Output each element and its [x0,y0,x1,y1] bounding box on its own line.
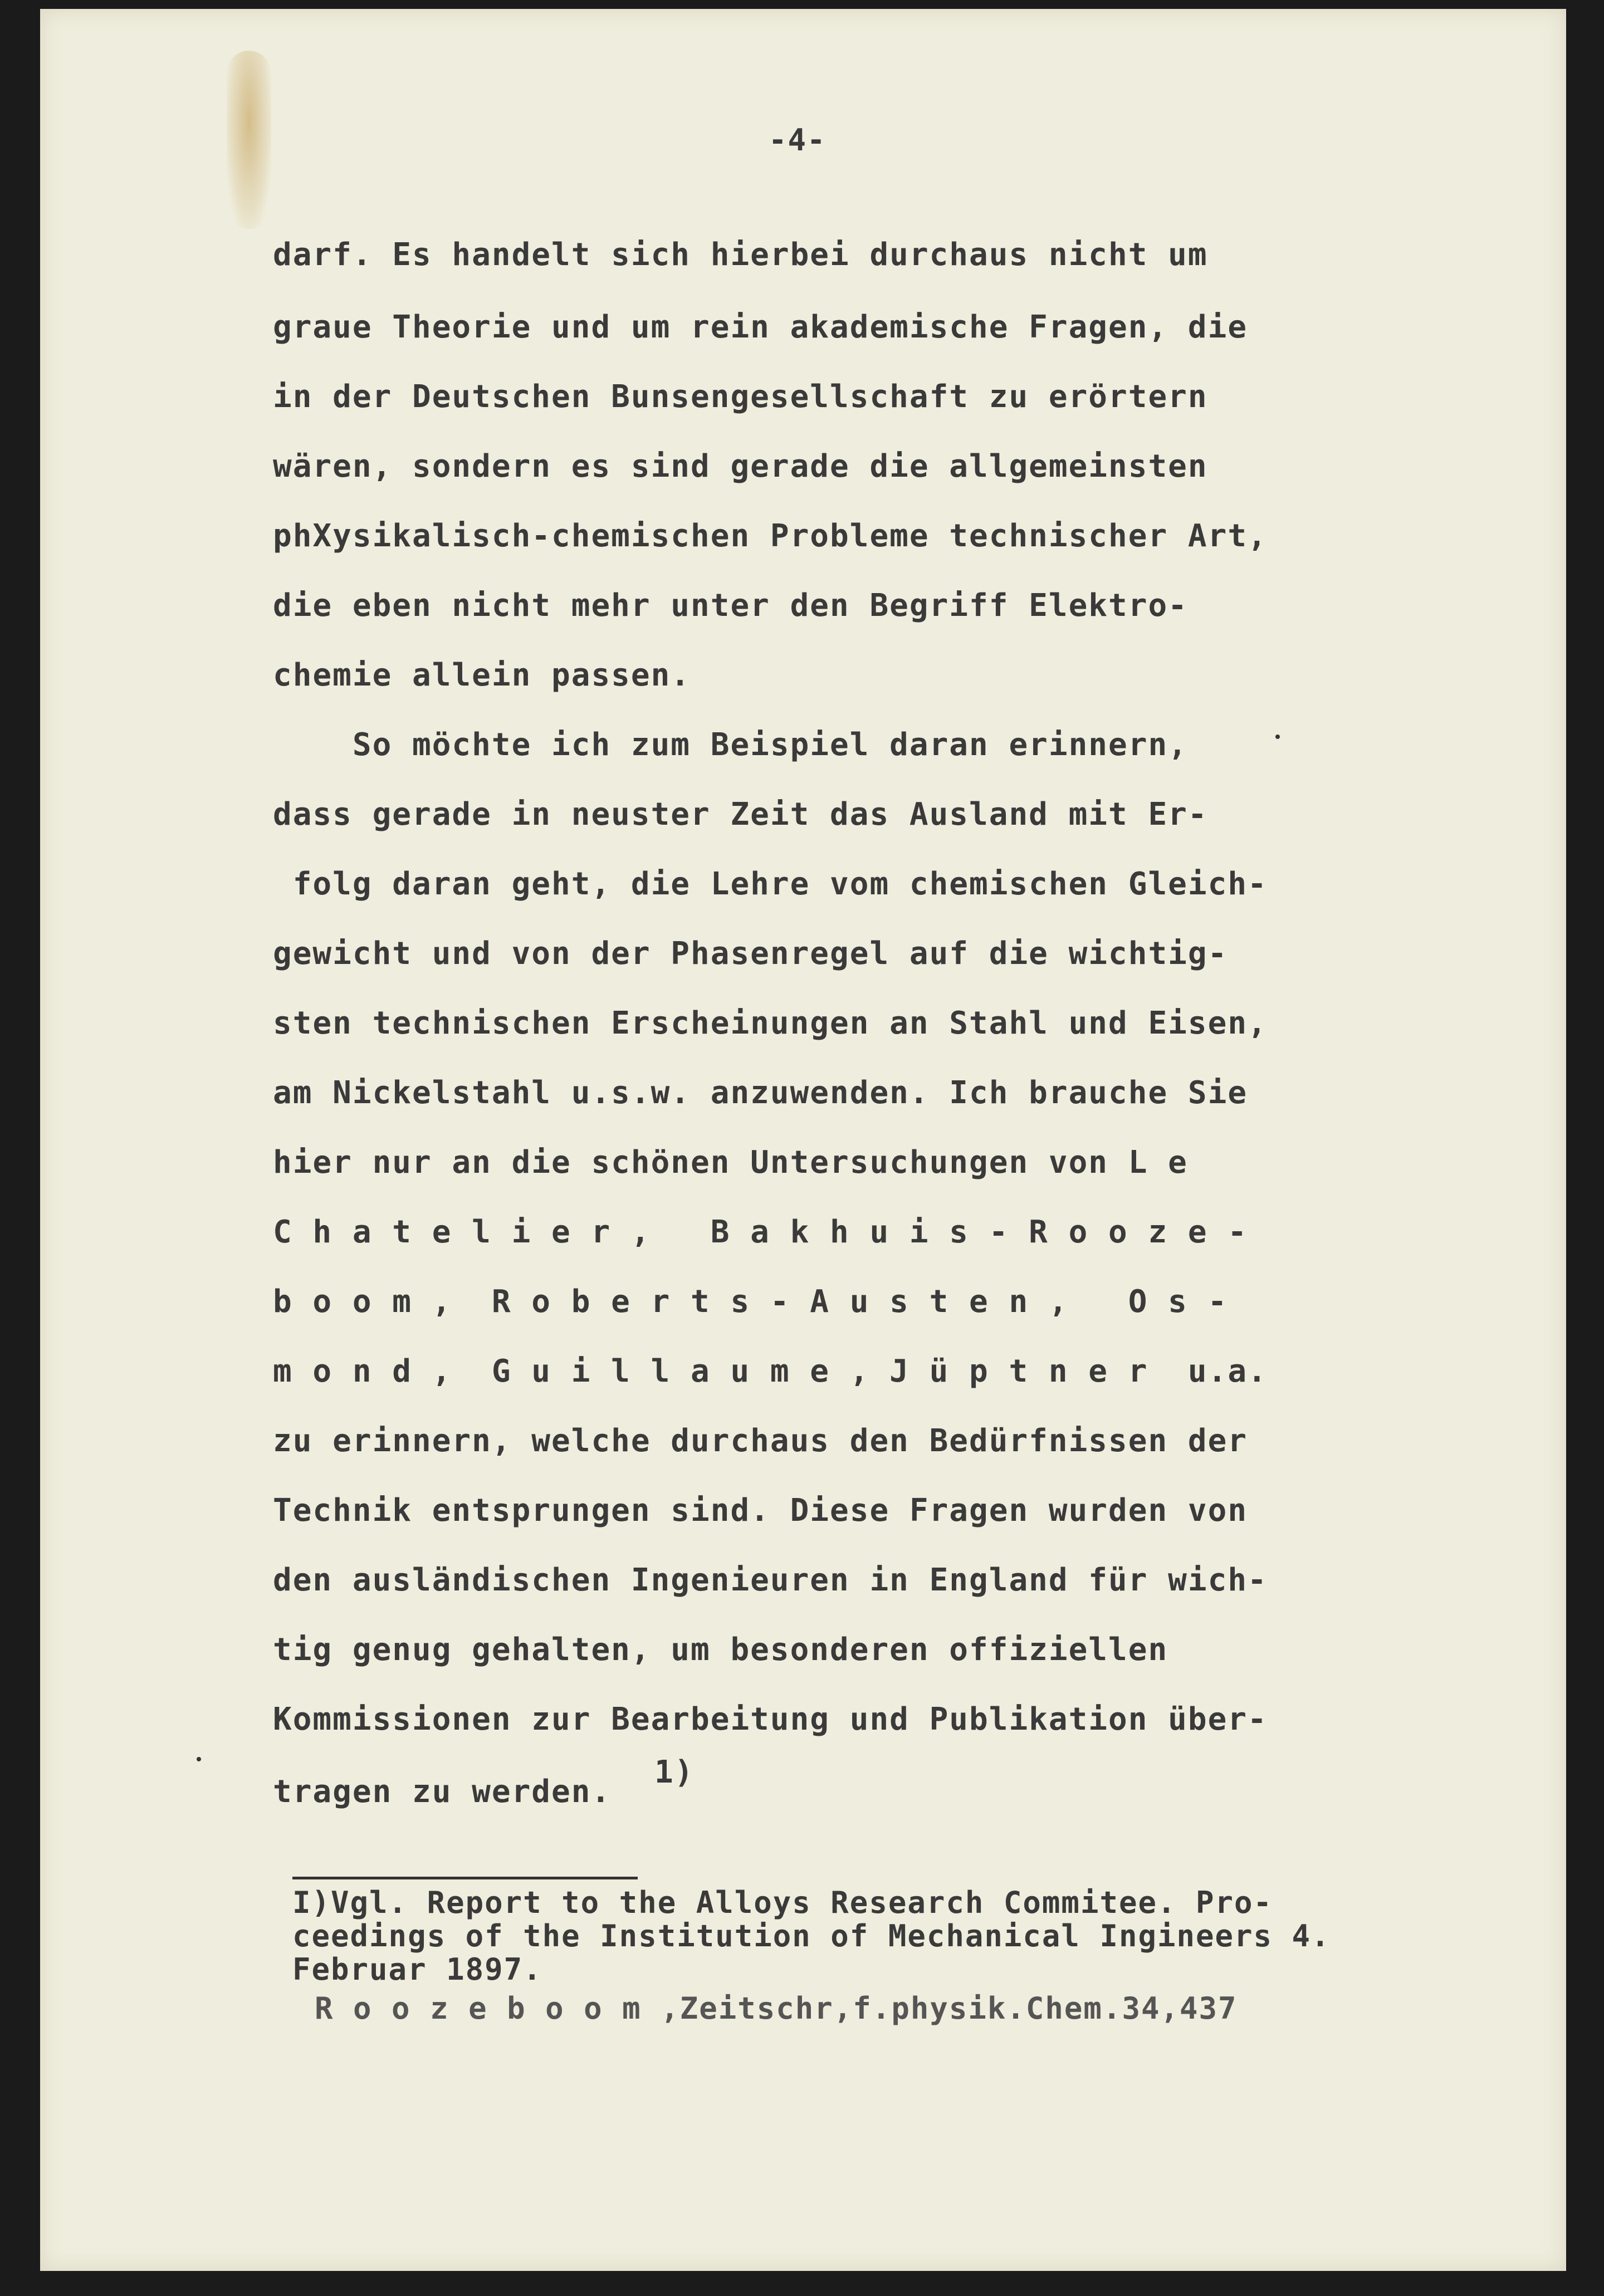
page-number: -4- [769,123,827,158]
body-line: darf. Es handelt sich hierbei durchaus nicht um [273,237,1208,273]
footnote-line: ceedings of the Institution of Mechanical Ingineers 4. [292,1918,1331,1954]
body-line: folg daran geht, die Lehre vom chemischen Gleich- [273,866,1268,902]
body-line: m o n d , G u i l l a u m e , J ü p t n e r u.a. [273,1353,1268,1389]
body-line: sten technischen Erscheinungen an Stahl und Eisen, [273,1005,1268,1041]
body-line: dass gerade in neuster Zeit das Ausland mit Er- [273,796,1208,833]
body-line: Kommissionen zur Bearbeitung und Publikation über- [273,1701,1268,1737]
body-line: chemie allein passen. [273,657,691,693]
body-line: in der Deutschen Bunsengesellschaft zu erörtern [273,379,1208,415]
body-line: wären, sondern es sind gerade die allgemeinsten [273,448,1208,484]
footnote-marker: 1) [654,1754,695,1790]
stain-mark [227,51,271,229]
body-line: gewicht und von der Phasenregel auf die wichtig- [273,936,1228,972]
footnote-line: R o o z e b o o m ,Zeitschr,f.physik.Chem.34,437 [315,1991,1238,2026]
body-line: phXysikalisch-chemischen Probleme technischer Art, [273,518,1268,554]
footnote-line: Februar 1897. [292,1952,542,1987]
body-line: am Nickelstahl u.s.w. anzuwenden. Ich brauche Sie [273,1075,1248,1111]
body-line: tig genug gehalten, um besonderen offiziellen [273,1632,1168,1668]
body-line: b o o m , R o b e r t s - A u s t e n , O s - [273,1284,1228,1320]
footnote-line: I)Vgl. Report to the Alloys Research Commitee. Pro- [292,1885,1273,1920]
body-line: So möchte ich zum Beispiel daran erinnern, [273,727,1188,763]
body-line: die eben nicht mehr unter den Begriff Elektro- [273,588,1188,624]
ink-speck [1275,735,1280,739]
body-line: Technik entsprungen sind. Diese Fragen wurden von [273,1492,1248,1529]
body-line: hier nur an die schönen Untersuchungen von L e [273,1144,1188,1181]
body-line: graue Theorie und um rein akademische Fragen, die [273,309,1248,345]
body-line: tragen zu werden. [273,1774,612,1810]
footnote-rule [292,1877,638,1879]
ink-speck [197,1757,201,1761]
body-line: C h a t e l i e r , B a k h u i s - R o o z e - [273,1214,1248,1250]
body-line: zu erinnern, welche durchaus den Bedürfnissen der [273,1423,1248,1459]
body-line: den ausländischen Ingenieuren in England für wich- [273,1562,1268,1598]
